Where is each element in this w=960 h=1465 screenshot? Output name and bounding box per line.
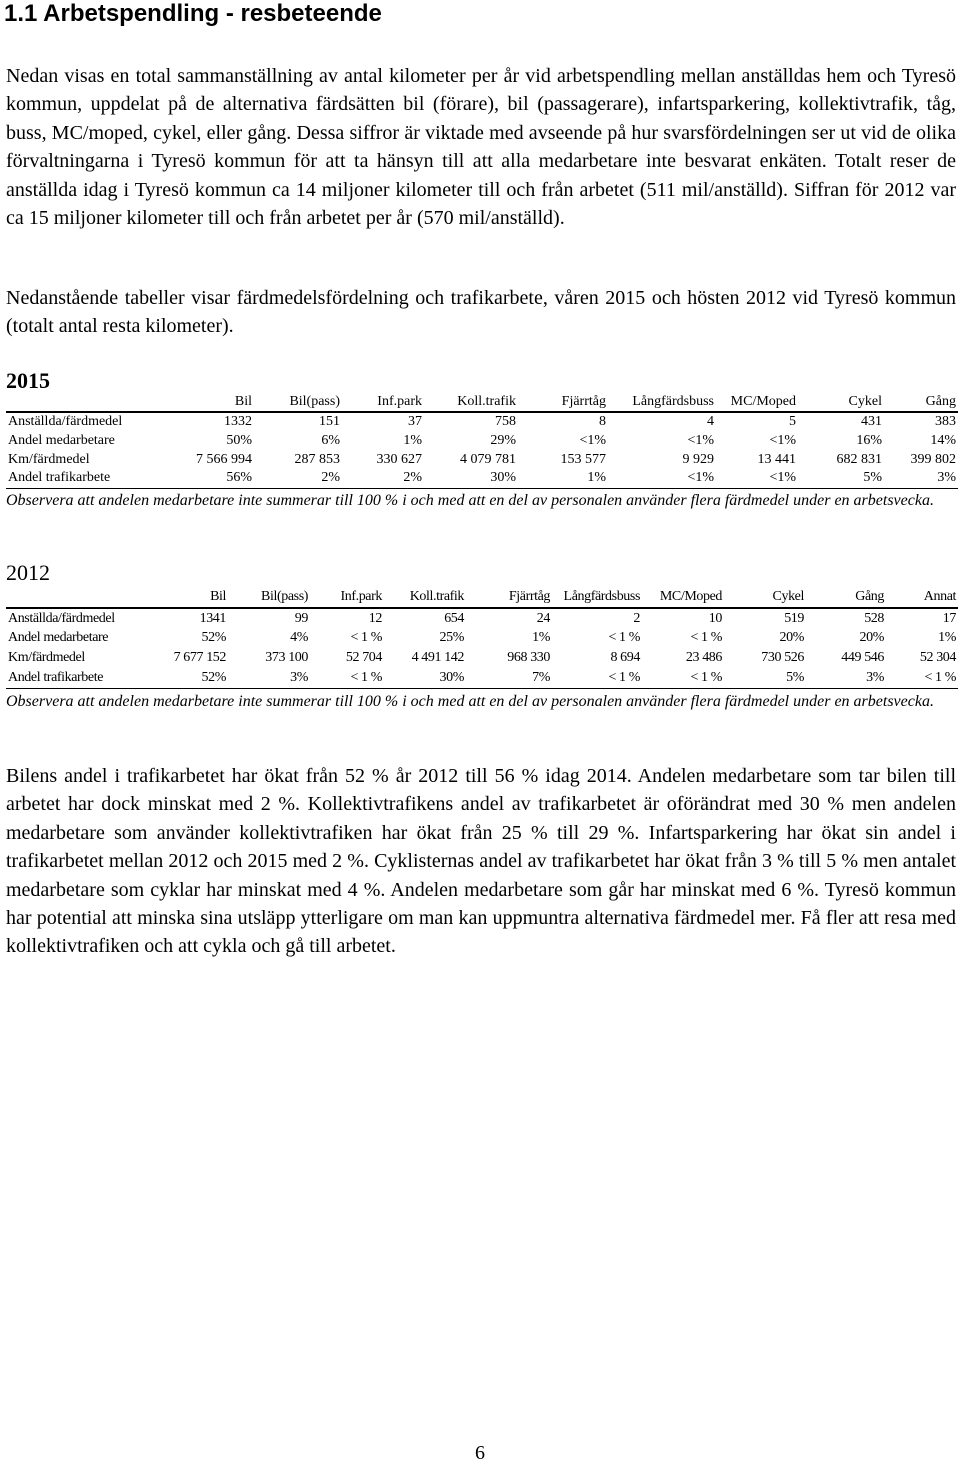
table-row [6, 431, 958, 450]
row-label: Andel trafikarbete [8, 470, 111, 486]
travel-table-2015 [6, 392, 958, 489]
table-cell: 5 [789, 414, 796, 429]
note-2012: Observera att andelen medarbetare inte summerar till 100 % i och med att en del av personalen använder flera färdmedel under en arbetsvecka. [6, 693, 934, 710]
table-cell: 383 [935, 414, 956, 429]
table-cell: 153 577 [560, 451, 606, 467]
header-row [6, 587, 958, 608]
table-cell: 2% [403, 470, 422, 486]
table-cell: 20% [779, 630, 804, 645]
table-cell: <1% [687, 432, 714, 448]
table-cell: 2 [633, 610, 640, 626]
table-cell: 1% [938, 630, 956, 645]
row-label: Anställda/färdmedel [8, 414, 123, 429]
column-header: Koll.trafik [409, 589, 464, 604]
table-cell: 23 486 [685, 650, 722, 665]
table-cell: 50% [226, 432, 252, 448]
table-cell: 8 694 [610, 650, 640, 665]
table-cell: 3% [866, 669, 884, 685]
table-cell: <1% [769, 432, 796, 448]
table-cell: 968 330 [507, 650, 550, 665]
column-header: Fjärrtåg [561, 393, 606, 409]
tables-intro-paragraph: Nedanstående tabeller visar färdmedelsfördelning och trafikarbete, våren 2015 och hösten 2012 vid Tyresö kommun (totalt antal resta kilometer). [6, 287, 956, 338]
table-header [6, 587, 958, 608]
table-cell: 12 [368, 610, 382, 626]
table-cell: < 1 % [690, 630, 722, 645]
table-cell: 6% [321, 432, 340, 448]
table-row [6, 628, 958, 648]
column-header: Gång [855, 589, 884, 604]
column-header: Annat [923, 589, 956, 604]
table-cell: 30% [439, 669, 464, 685]
column-header: Bil(pass) [289, 393, 340, 409]
table-cell: 1% [532, 630, 550, 645]
table-cell: 52% [201, 669, 226, 685]
table-row [6, 412, 958, 431]
table-cell: 682 831 [836, 451, 882, 467]
column-header: Cykel [848, 393, 882, 409]
table-cell: 37 [408, 414, 422, 429]
table-cell: 17 [942, 610, 956, 626]
table-cell: 7 677 152 [173, 650, 226, 665]
table-cell: 730 526 [761, 650, 804, 665]
table-cell: 399 802 [910, 451, 956, 467]
page-number: 6 [475, 1442, 485, 1464]
table-cell: 1341 [199, 610, 226, 626]
table-body [6, 608, 958, 688]
table-cell: 1% [403, 432, 422, 448]
row-label: Andel trafikarbete [8, 669, 104, 685]
table-cell: 4 491 142 [411, 650, 464, 665]
table-cell: <1% [687, 470, 714, 486]
table-cell: 1332 [224, 414, 252, 429]
table-cell: 52 304 [919, 650, 956, 665]
header-row [6, 392, 958, 412]
column-header: Gång [925, 393, 956, 409]
table-cell: 4 079 781 [460, 451, 516, 467]
analysis-paragraph: Bilens andel i trafikarbetet har ökat från 52 % år 2012 till 56 % idag 2014. Andelen medarbetare som tar bilen till arbetet har dock minskat med 2 %. Kollektivtrafikens andel av trafikarbetet är oförändrat med 30 % men andelen medarbetare som använder kollektivtrafiken har ökat från 25 % till 29 %. Infartsparkering har ökat sin andel i trafikarbetet mellan 2012 och 2015 med 2 %. Cyklisternas andel av trafikarbetet har ökat från 3 % till 5 % men antalet medarbetare som cyklar har minskat med 4 %. Andelen medarbetare som går har minskat med 6 %. Tyresö kommun har potential att minska sina utsläpp ytterligare om man kan uppmuntra alternativa färdmedel mer. Få fler att resa med kollektivtrafiken och att cykla och gå till arbetet. [6, 765, 956, 958]
column-header: Cykel [772, 589, 804, 604]
table-cell: 3% [937, 470, 956, 486]
table-cell: 758 [495, 414, 516, 429]
note-2015: Observera att andelen medarbetare inte summerar till 100 % i och med att en del av personalen använder flera färdmedel under en arbetsvecka. [6, 492, 934, 509]
table-cell: 56% [226, 470, 252, 486]
table-cell: < 1 % [608, 630, 640, 645]
table-cell: 4 [707, 414, 714, 429]
column-header: Inf.park [377, 393, 422, 409]
table-cell: 5% [863, 470, 882, 486]
table-cell: < 1 % [924, 669, 956, 685]
header-corner-cell [6, 392, 146, 412]
table-cell: <1% [579, 432, 606, 448]
column-header: Långfärdsbuss [632, 393, 714, 409]
column-header: MC/Moped [659, 589, 722, 604]
year-2015-label: 2015 [6, 368, 50, 393]
table-cell: 10 [708, 610, 722, 626]
table-body [6, 412, 958, 488]
table-cell: 431 [861, 414, 882, 429]
table-cell: 1% [587, 470, 606, 486]
column-header: Bil [210, 589, 226, 604]
table-cell: 14% [930, 432, 956, 448]
column-header: Koll.trafik [457, 393, 516, 409]
column-header: Fjärrtåg [508, 589, 550, 604]
table-cell: 330 627 [376, 451, 422, 467]
column-header: MC/Moped [730, 393, 796, 409]
table-cell: 99 [294, 610, 308, 626]
row-label: Anställda/färdmedel [8, 610, 115, 626]
table-cell: 52 704 [345, 650, 382, 665]
table-cell: 287 853 [294, 451, 340, 467]
row-label: Andel medarbetare [8, 630, 109, 645]
table-cell: 8 [599, 414, 606, 429]
table-cell: 7% [532, 669, 550, 685]
year-2012-label: 2012 [6, 560, 50, 585]
table-cell: 20% [859, 630, 884, 645]
column-header: Inf.park [340, 589, 382, 604]
row-label: Km/färdmedel [8, 650, 85, 665]
table-row [6, 469, 958, 488]
table-cell: 29% [490, 432, 516, 448]
table-cell: 13 441 [757, 451, 796, 467]
table-cell: < 1 % [690, 669, 722, 685]
table-cell: 16% [856, 432, 882, 448]
table-cell: 3% [290, 669, 308, 685]
table-cell: 2% [321, 470, 340, 486]
table-cell: 654 [444, 610, 464, 626]
table-cell: 7 566 994 [196, 451, 252, 467]
table-cell: 528 [864, 610, 884, 626]
table-cell: 9 929 [682, 451, 714, 467]
header-corner-cell [6, 587, 130, 608]
column-header: Bil [234, 393, 252, 409]
table-cell: 449 546 [841, 650, 884, 665]
section-heading: 1.1 Arbetspendling - resbeteende [4, 0, 382, 27]
table-cell: 4% [290, 630, 308, 645]
table-cell: 52% [201, 630, 226, 645]
row-label: Km/färdmedel [8, 451, 90, 467]
table-cell: <1% [769, 470, 796, 486]
table-cell: 5% [786, 669, 804, 685]
table-cell: 519 [784, 610, 804, 626]
table-cell: 30% [490, 470, 516, 486]
intro-paragraph: Nedan visas en total sammanställning av antal kilometer per år vid arbetspendling mellan anställdas hem och Tyresö kommun, uppdelat på de alternativa färdsätten bil (förare), bil (passagerare), infartsparkering, kollektivtrafik, tåg, buss, MC/moped, cykel, eller gång. Dessa siffror är viktade med avseende på hur svarsfördelningen ser ut vid de olika förvaltningarna i Tyresö kommun för att ta hänsyn till att alla medarbetare inte besvarat enkäten. Totalt reser de anställda idag i Tyresö kommun ca 14 miljoner kilometer till och från arbetet (511 mil/anställd). Siffran för 2012 var ca 15 miljoner kilometer till och från arbetet per år (570 mil/anställd). [6, 65, 956, 230]
table-header [6, 392, 958, 412]
row-label: Andel medarbetare [8, 432, 115, 448]
table-cell: 25% [439, 630, 464, 645]
table-cell: 373 100 [265, 650, 308, 665]
table-cell: 24 [536, 610, 550, 626]
table-row [6, 668, 958, 688]
table-cell: 151 [319, 414, 340, 429]
table-cell: < 1 % [350, 669, 382, 685]
table-row [6, 608, 958, 628]
column-header: Långfärdsbuss [563, 589, 640, 604]
column-header: Bil(pass) [261, 589, 308, 604]
table-cell: < 1 % [608, 669, 640, 685]
travel-table-2012 [6, 587, 958, 689]
table-row [6, 648, 958, 668]
table-row [6, 450, 958, 469]
table-cell: < 1 % [350, 630, 382, 645]
